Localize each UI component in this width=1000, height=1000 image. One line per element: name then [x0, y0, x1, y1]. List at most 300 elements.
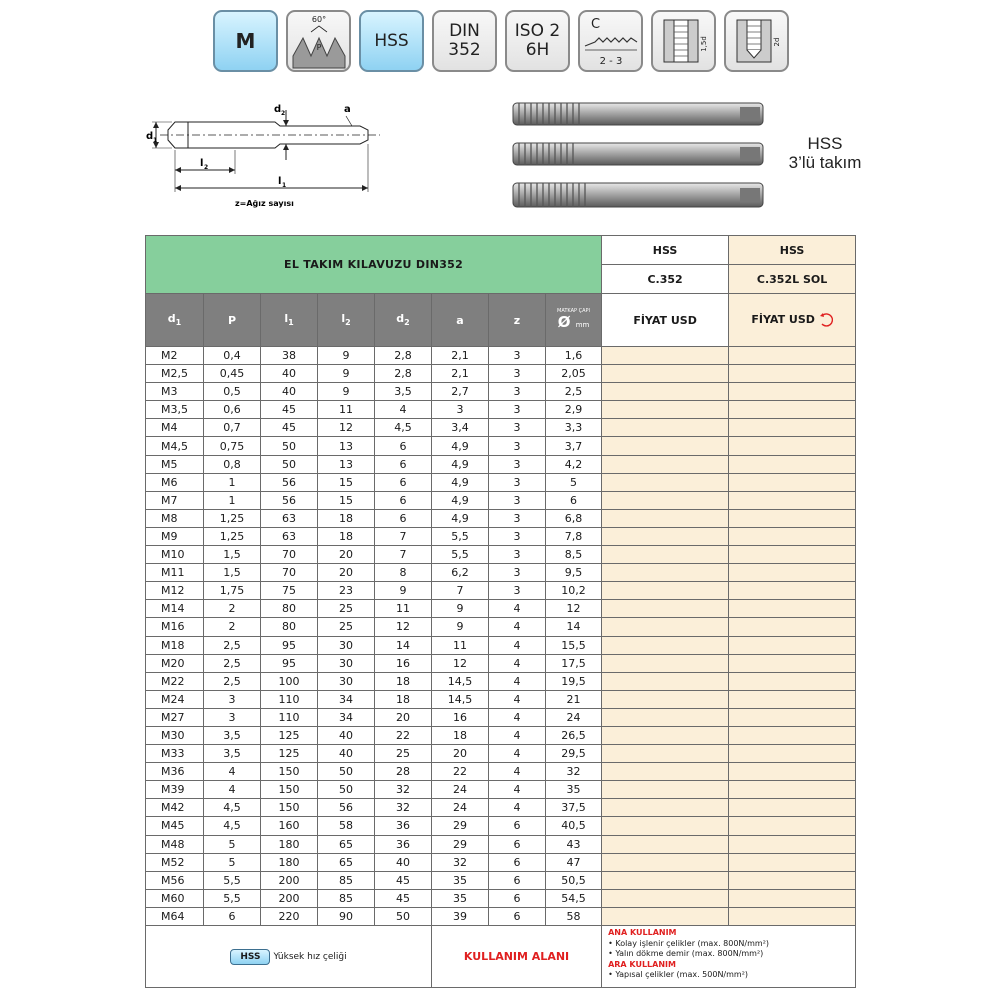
table-cell: 1,6 — [546, 347, 602, 365]
table-cell: 14,5 — [432, 690, 489, 708]
table-cell: 5,5 — [204, 889, 261, 907]
d1-label: d — [146, 131, 154, 142]
table-cell: 3 — [489, 365, 546, 383]
table-cell: 2,1 — [432, 347, 489, 365]
table-row — [146, 365, 856, 383]
col-d1 — [146, 294, 204, 347]
price-cell — [602, 889, 729, 907]
table-cell: 4,9 — [432, 455, 489, 473]
table-row — [146, 817, 856, 835]
table-cell: 3 — [489, 509, 546, 527]
price-col2 — [729, 294, 856, 347]
din-badge — [432, 10, 497, 72]
l2-label: l — [200, 158, 204, 169]
table-row — [146, 582, 856, 600]
table-cell: 70 — [261, 564, 318, 582]
table-cell: 40 — [318, 745, 375, 763]
table-row — [146, 835, 856, 853]
price-cell — [602, 708, 729, 726]
price-cell — [602, 419, 729, 437]
table-cell: 180 — [261, 853, 318, 871]
table-cell: 4 — [489, 745, 546, 763]
table-cell: 200 — [261, 871, 318, 889]
drill-symbol: Ø — [557, 312, 571, 331]
table-row — [146, 853, 856, 871]
table-cell: 25 — [318, 600, 375, 618]
price-cell — [602, 509, 729, 527]
price-cell — [729, 546, 856, 564]
table-cell: 11 — [375, 600, 432, 618]
table-row — [146, 781, 856, 799]
pitch-label: P — [316, 43, 321, 52]
drill-diameter — [546, 314, 601, 333]
price-cell — [729, 383, 856, 401]
table-cell: 43 — [546, 835, 602, 853]
table-cell: 3,5 — [204, 726, 261, 744]
table-cell: 7 — [432, 582, 489, 600]
col-d2-sub: 2 — [404, 318, 410, 328]
table-cell: 15 — [318, 473, 375, 491]
table-cell: 2,9 — [546, 401, 602, 419]
chamfer-c-label: C — [590, 17, 600, 32]
col-d2-label: d — [396, 312, 405, 326]
price-cell — [729, 853, 856, 871]
price-cell — [602, 654, 729, 672]
table-cell: M52 — [146, 853, 204, 871]
table-cell: 4 — [489, 654, 546, 672]
table-cell: 5 — [546, 473, 602, 491]
table-cell: 15 — [318, 491, 375, 509]
table-row — [146, 690, 856, 708]
table-cell: 25 — [375, 745, 432, 763]
table-row — [146, 509, 856, 527]
table-row — [146, 527, 856, 545]
table-cell: M20 — [146, 654, 204, 672]
table-cell: 1,75 — [204, 582, 261, 600]
price-cell — [602, 401, 729, 419]
table-cell: 4 — [204, 781, 261, 799]
table-cell: 13 — [318, 437, 375, 455]
table-cell: 3 — [489, 347, 546, 365]
din-number: 352 — [448, 40, 481, 60]
table-cell: 20 — [432, 745, 489, 763]
table-cell: 20 — [375, 708, 432, 726]
table-cell: 56 — [318, 799, 375, 817]
table-cell: 0,75 — [204, 437, 261, 455]
table-cell: 2,05 — [546, 365, 602, 383]
table-row — [146, 889, 856, 907]
table-cell: 40 — [261, 365, 318, 383]
price-cell — [729, 509, 856, 527]
product-label-line1: HSS — [807, 134, 843, 153]
table-cell: 100 — [261, 672, 318, 690]
price-cell — [602, 347, 729, 365]
table-cell: 150 — [261, 763, 318, 781]
table-cell: 4 — [489, 726, 546, 744]
table-cell: 12 — [375, 618, 432, 636]
price-cell — [602, 636, 729, 654]
table-cell: 0,5 — [204, 383, 261, 401]
table-cell: M7 — [146, 491, 204, 509]
table-cell: 32 — [375, 781, 432, 799]
table-cell: 3,7 — [546, 437, 602, 455]
table-cell: 18 — [375, 690, 432, 708]
table-row — [146, 672, 856, 690]
table-cell: 5,5 — [432, 527, 489, 545]
table-cell: M3,5 — [146, 401, 204, 419]
price-cell — [602, 835, 729, 853]
table-cell: 160 — [261, 817, 318, 835]
table-cell: 32 — [375, 799, 432, 817]
table-cell: 90 — [318, 907, 375, 925]
table-row — [146, 636, 856, 654]
table-cell: 75 — [261, 582, 318, 600]
table-cell: 56 — [261, 491, 318, 509]
table-cell: 39 — [432, 907, 489, 925]
table-cell: 65 — [318, 853, 375, 871]
secondary-use-item: • Yapısal çelikler (max. 500N/mm²) — [608, 970, 749, 979]
table-cell: 6 — [489, 907, 546, 925]
price-cell — [602, 491, 729, 509]
through-hole-icon — [654, 12, 714, 70]
table-cell: 50 — [261, 437, 318, 455]
main-use-item: • Kolay işlenir çelikler (max. 800N/mm²) — [608, 938, 770, 948]
price-cell — [729, 672, 856, 690]
price-cell — [602, 365, 729, 383]
table-row — [146, 401, 856, 419]
drill-unit: mm — [575, 320, 590, 329]
table-cell: 9 — [318, 383, 375, 401]
table-cell: 15,5 — [546, 636, 602, 654]
price-cell — [729, 564, 856, 582]
table-cell: M24 — [146, 690, 204, 708]
table-row — [146, 799, 856, 817]
col-d1-label: d — [167, 312, 176, 326]
table-row — [146, 600, 856, 618]
table-cell: 2,1 — [432, 365, 489, 383]
table-cell: 4 — [489, 600, 546, 618]
table-cell: 6 — [204, 907, 261, 925]
table-cell: 36 — [375, 835, 432, 853]
table-cell: M39 — [146, 781, 204, 799]
table-cell: 3 — [489, 455, 546, 473]
table-cell: 50,5 — [546, 871, 602, 889]
table-row — [146, 564, 856, 582]
table-cell: 29,5 — [546, 745, 602, 763]
table-cell: 54,5 — [546, 889, 602, 907]
thread-profile-icon — [289, 12, 349, 70]
legend-text: Yüksek hız çeliği — [273, 951, 347, 962]
price-cell — [729, 817, 856, 835]
tap-spec-table — [145, 235, 856, 988]
price-cell — [729, 745, 856, 763]
table-cell: 3 — [489, 546, 546, 564]
col1-header: HSS — [602, 236, 729, 265]
main-use-item: • Yalın dökme demir (max. 800N/mm²) — [608, 949, 764, 958]
table-cell: 9,5 — [546, 564, 602, 582]
table-cell: 85 — [318, 889, 375, 907]
price-cell — [729, 401, 856, 419]
table-cell: M27 — [146, 708, 204, 726]
table-cell: 9 — [432, 618, 489, 636]
drawing-caption: z=Ağız sayısı — [235, 199, 294, 208]
chamfer-range-label: 2 - 3 — [599, 56, 622, 67]
table-cell: 35 — [432, 871, 489, 889]
table-cell: 10,2 — [546, 582, 602, 600]
table-row — [146, 745, 856, 763]
table-cell: 2,5 — [204, 654, 261, 672]
table-cell: 6 — [489, 817, 546, 835]
table-row — [146, 347, 856, 365]
table-cell: 35 — [432, 889, 489, 907]
d2-sub: 2 — [281, 110, 286, 117]
price-cell — [729, 582, 856, 600]
table-cell: 4 — [489, 708, 546, 726]
a-label: a — [344, 104, 351, 115]
price-cell — [602, 907, 729, 925]
table-cell: M10 — [146, 546, 204, 564]
table-cell: 0,45 — [204, 365, 261, 383]
table-cell: M30 — [146, 726, 204, 744]
table-cell: 9 — [318, 347, 375, 365]
table-cell: 6 — [375, 473, 432, 491]
price-col1: FİYAT USD — [602, 294, 729, 347]
table-cell: 0,8 — [204, 455, 261, 473]
col-a-label: a — [456, 313, 464, 327]
spec-badges — [213, 10, 789, 72]
table-cell: 3,5 — [204, 745, 261, 763]
table-cell: 3 — [489, 401, 546, 419]
col-l1-label: l — [284, 312, 289, 326]
table-cell: 63 — [261, 509, 318, 527]
table-body — [146, 347, 856, 926]
col-l2-sub: 2 — [345, 318, 351, 328]
table-cell: 3 — [489, 582, 546, 600]
table-cell: 58 — [546, 907, 602, 925]
table-cell: 5 — [204, 853, 261, 871]
price-cell — [729, 889, 856, 907]
through-hole-badge — [651, 10, 716, 72]
table-cell: 4,9 — [432, 509, 489, 527]
table-cell: 12 — [432, 654, 489, 672]
table-cell: 3 — [489, 564, 546, 582]
iso-badge — [505, 10, 570, 72]
thread-angle-badge — [286, 10, 351, 72]
table-cell: 110 — [261, 708, 318, 726]
table-cell: 40 — [261, 383, 318, 401]
table-cell: M6 — [146, 473, 204, 491]
table-cell: 4 — [489, 672, 546, 690]
table-cell: M8 — [146, 509, 204, 527]
table-cell: 8,5 — [546, 546, 602, 564]
table-cell: 4 — [204, 763, 261, 781]
price-cell — [602, 618, 729, 636]
hss-badge — [359, 10, 424, 72]
blind-hole-badge — [724, 10, 789, 72]
price-cell — [602, 799, 729, 817]
legend-badge: HSS — [230, 949, 270, 965]
table-cell: 9 — [432, 600, 489, 618]
table-cell: 85 — [318, 871, 375, 889]
price-cell — [602, 564, 729, 582]
table-row — [146, 419, 856, 437]
price-cell — [729, 419, 856, 437]
table-cell: M16 — [146, 618, 204, 636]
table-cell: 2,8 — [375, 365, 432, 383]
table-cell: 180 — [261, 835, 318, 853]
table-cell: 1 — [204, 491, 261, 509]
table-cell: 6 — [375, 491, 432, 509]
table-cell: 11 — [318, 401, 375, 419]
price-cell — [602, 546, 729, 564]
table-cell: 40 — [375, 853, 432, 871]
table-cell: M56 — [146, 871, 204, 889]
l2-sub: 2 — [204, 164, 209, 171]
price-cell — [729, 871, 856, 889]
table-cell: 19,5 — [546, 672, 602, 690]
table-cell: 47 — [546, 853, 602, 871]
price-cell — [729, 799, 856, 817]
table-row — [146, 618, 856, 636]
table-cell: 150 — [261, 781, 318, 799]
table-cell: 6 — [489, 871, 546, 889]
table-cell: 125 — [261, 726, 318, 744]
table-cell: 50 — [261, 455, 318, 473]
col-p-label: P — [227, 313, 237, 327]
price-cell — [602, 473, 729, 491]
table-cell: 2 — [204, 600, 261, 618]
left-hand-arrow-icon — [819, 313, 833, 327]
price-cell — [602, 745, 729, 763]
table-cell: 9 — [375, 582, 432, 600]
price-cell — [602, 763, 729, 781]
table-cell: 37,5 — [546, 799, 602, 817]
tap-set-photo — [505, 95, 770, 225]
price-col2-label: FİYAT USD — [751, 313, 815, 326]
price-cell — [602, 690, 729, 708]
price-cell — [729, 781, 856, 799]
table-row — [146, 726, 856, 744]
price-cell — [729, 708, 856, 726]
table-cell: 7 — [375, 546, 432, 564]
price-cell — [729, 907, 856, 925]
table-cell: 125 — [261, 745, 318, 763]
table-cell: 3 — [489, 473, 546, 491]
col-drill — [546, 294, 602, 347]
table-cell: M2,5 — [146, 365, 204, 383]
table-cell: 1,5 — [204, 564, 261, 582]
price-cell — [729, 473, 856, 491]
table-cell: 29 — [432, 835, 489, 853]
price-cell — [602, 781, 729, 799]
metric-thread-badge — [213, 10, 278, 72]
price-cell — [729, 763, 856, 781]
table-cell: M4 — [146, 419, 204, 437]
l1-label: l — [278, 176, 282, 187]
price-cell — [729, 835, 856, 853]
chamfer-icon — [581, 12, 641, 70]
table-cell: 65 — [318, 835, 375, 853]
table-cell: 6 — [489, 835, 546, 853]
table-cell: M45 — [146, 817, 204, 835]
price-cell — [602, 383, 729, 401]
table-cell: 5 — [204, 835, 261, 853]
price-cell — [729, 491, 856, 509]
table-cell: 7,8 — [546, 527, 602, 545]
table-title: EL TAKIM KILAVUZU DIN352 — [146, 236, 602, 294]
legend — [146, 949, 431, 965]
main-use-title: ANA KULLANIM — [608, 928, 677, 937]
table-cell: 200 — [261, 889, 318, 907]
table-row — [146, 437, 856, 455]
secondary-use-title: ARA KULLANIM — [608, 959, 676, 969]
table-cell: 18 — [318, 527, 375, 545]
price-cell — [729, 365, 856, 383]
table-cell: 3,5 — [375, 383, 432, 401]
table-cell: 58 — [318, 817, 375, 835]
table-cell: 40,5 — [546, 817, 602, 835]
table-cell: 95 — [261, 654, 318, 672]
din-label: DIN — [449, 21, 480, 41]
table-cell: 14 — [546, 618, 602, 636]
table-cell: 4,2 — [546, 455, 602, 473]
price-cell — [602, 600, 729, 618]
table-cell: 3,3 — [546, 419, 602, 437]
table-cell: 0,7 — [204, 419, 261, 437]
price-cell — [729, 437, 856, 455]
price-cell — [602, 817, 729, 835]
col-a — [432, 294, 489, 347]
table-cell: 30 — [318, 654, 375, 672]
price-cell — [729, 347, 856, 365]
price-cell — [602, 726, 729, 744]
price-cell — [729, 600, 856, 618]
table-cell: 12 — [546, 600, 602, 618]
table-cell: 32 — [432, 853, 489, 871]
usage-details — [602, 926, 856, 988]
table-cell: 4,9 — [432, 437, 489, 455]
table-cell: 3,4 — [432, 419, 489, 437]
table-cell: 26,5 — [546, 726, 602, 744]
price-cell — [602, 527, 729, 545]
table-cell: 4 — [489, 781, 546, 799]
table-cell: 220 — [261, 907, 318, 925]
col-l1 — [261, 294, 318, 347]
table-cell: 70 — [261, 546, 318, 564]
table-cell: 24 — [546, 708, 602, 726]
table-cell: 50 — [318, 781, 375, 799]
table-cell: 3 — [204, 708, 261, 726]
legend-cell — [146, 926, 432, 988]
table-cell: 80 — [261, 618, 318, 636]
table-cell: 45 — [375, 889, 432, 907]
table-cell: 24 — [432, 781, 489, 799]
table-cell: M36 — [146, 763, 204, 781]
price-cell — [602, 437, 729, 455]
col-d1-sub: 1 — [175, 318, 182, 328]
table-row — [146, 383, 856, 401]
hss-badge-label: HSS — [374, 30, 409, 51]
table-cell: 4,5 — [204, 817, 261, 835]
table-cell: 2,5 — [204, 672, 261, 690]
depth-label-2: 2d — [772, 37, 781, 47]
tolerance-label: 6H — [525, 40, 550, 60]
table-cell: 2,5 — [204, 636, 261, 654]
product-label-line2: 3’lü takım — [788, 153, 862, 172]
price-cell — [729, 527, 856, 545]
tap-3 — [513, 183, 763, 207]
table-cell: 29 — [432, 817, 489, 835]
